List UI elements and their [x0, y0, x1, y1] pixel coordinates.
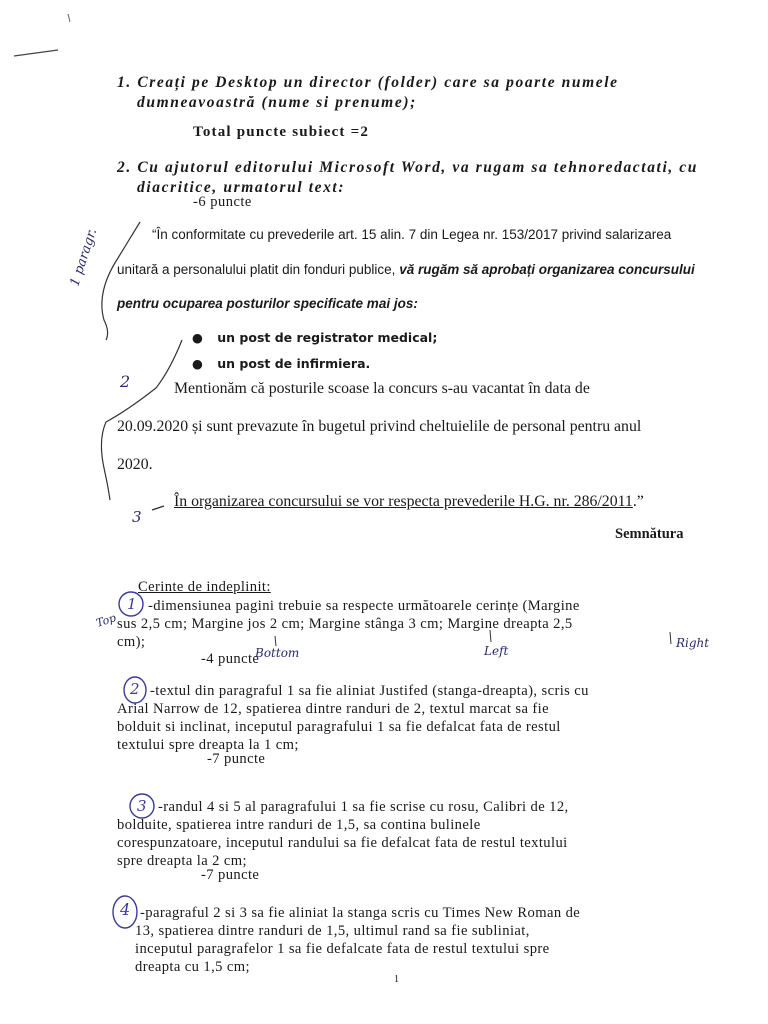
handwritten-number-3: 3: [132, 508, 142, 526]
handwritten-left: Left: [484, 644, 509, 658]
task1-line1: [117, 73, 619, 93]
task2-line1: [117, 158, 698, 178]
handwritten-circled-3: 3: [137, 797, 147, 815]
req2-line2: Arial Narrow de 12, spatierea dintre randuri de 2, textul marcat sa fie: [117, 701, 549, 717]
letter-p1-plain: unitară a personalului platit din fonduri publice,: [117, 262, 400, 277]
req2-line1: -textul din paragraful 1 sa fie aliniat Justifed (stanga-dreapta), scris cu: [150, 683, 589, 699]
bullet-item-1: ● un post de registrator medical;: [192, 330, 438, 345]
letter-p1-line3: pentru ocuparea posturilor specificate mai jos:: [117, 296, 418, 311]
letter-p3-end: .”: [632, 493, 644, 510]
req1-points: -4 puncte: [201, 651, 260, 667]
task2-text: Cu ajutorul editorului Microsoft Word, va rugam sa tehnoredactati, cu: [137, 159, 699, 176]
signature-label: Semnătura: [615, 526, 684, 542]
task2-points: -6 puncte: [193, 194, 252, 210]
task1-text: Creați pe Desktop un director (folder) care sa poarte numele: [137, 74, 619, 91]
bullet-item-2: ● un post de infirmiera.: [192, 356, 371, 371]
req3-line1: -randul 4 si 5 al paragrafului 1 sa fie scrise cu rosu, Calibri de 12,: [158, 799, 569, 815]
handwritten-top: Top: [94, 611, 118, 630]
letter-p1-line1: “În conformitate cu prevederile art. 15 alin. 7 din Legea nr. 153/2017 privind salarizarea: [152, 227, 672, 242]
letter-p1-line2: [117, 262, 695, 277]
req4-line2: 13, spatierea dintre randuri de 1,5, ultimul rand sa fie subliniat,: [135, 923, 530, 939]
letter-p2-line1: Mentionăm că posturile scoase la concurs s-au vacantat în data de: [174, 380, 590, 397]
req2-line3: bolduit si inclinat, inceputul paragrafului 1 sa fie defalcat fata de restul: [117, 719, 561, 735]
task2-number: 2.: [117, 159, 132, 176]
task1-line2: dumneavoastră (nume si prenume);: [137, 94, 417, 111]
req4-line1: -paragraful 2 si 3 sa fie aliniat la stanga scris cu Times New Roman de: [140, 905, 581, 921]
letter-p3-underlined: În organizarea concursului se vor respecta prevederile H.G. nr. 286/2011: [174, 493, 633, 510]
handwritten-paragraph-note: 1 paragr.: [67, 226, 101, 289]
bullet-dot-icon: ●: [192, 356, 203, 371]
handwritten-bottom: Bottom: [255, 646, 300, 660]
page-number: 1: [394, 974, 399, 985]
req3-line3: corespunzatoare, inceputul randului sa fie defalcat fata de restul textului: [117, 835, 568, 851]
bullet-dot-icon: ●: [192, 330, 203, 345]
handwritten-circled-2: 2: [130, 680, 140, 698]
req1-line3: cm);: [117, 634, 146, 650]
letter-p3: [174, 493, 644, 511]
task2-line2: diacritice, urmatorul text:: [137, 179, 346, 196]
req3-points: -7 puncte: [201, 867, 260, 883]
req4-line3: inceputul paragrafelor 1 sa fie defalcate fata de restul textului spre: [135, 941, 550, 957]
task1-number: 1.: [117, 74, 132, 91]
requirements-heading: Cerinte de indeplinit:: [138, 579, 271, 595]
letter-p2-line3: 2020.: [117, 456, 153, 473]
handwritten-circled-4: 4: [120, 900, 131, 919]
letter-p1-bold: vă rugăm să aprobați organizarea concursului: [399, 262, 695, 277]
req3-line4: spre dreapta la 2 cm;: [117, 853, 247, 869]
letter-p2-line2: 20.09.2020 și sunt prevazute în bugetul privind cheltuielile de personal pentru anul: [117, 418, 642, 435]
handwritten-right: Right: [676, 636, 710, 650]
req4-line4: dreapta cu 1,5 cm;: [135, 959, 250, 975]
req1-line1: -dimensiunea pagini trebuie sa respecte următoarele cerințe (Margine: [148, 598, 580, 614]
req2-line4: textului spre dreapta la 1 cm;: [117, 737, 299, 753]
req3-line2: bolduite, spatierea intre randuri de 1,5, sa contina bulinele: [117, 817, 481, 833]
handwritten-number-2: 2: [120, 372, 131, 391]
req1-line2: sus 2,5 cm; Margine jos 2 cm; Margine stânga 3 cm; Margine dreapta 2,5: [117, 616, 573, 632]
req2-points: -7 puncte: [207, 751, 266, 767]
task1-total-points: Total puncte subiect =2: [193, 124, 370, 140]
handwritten-circled-1: 1: [127, 595, 137, 613]
